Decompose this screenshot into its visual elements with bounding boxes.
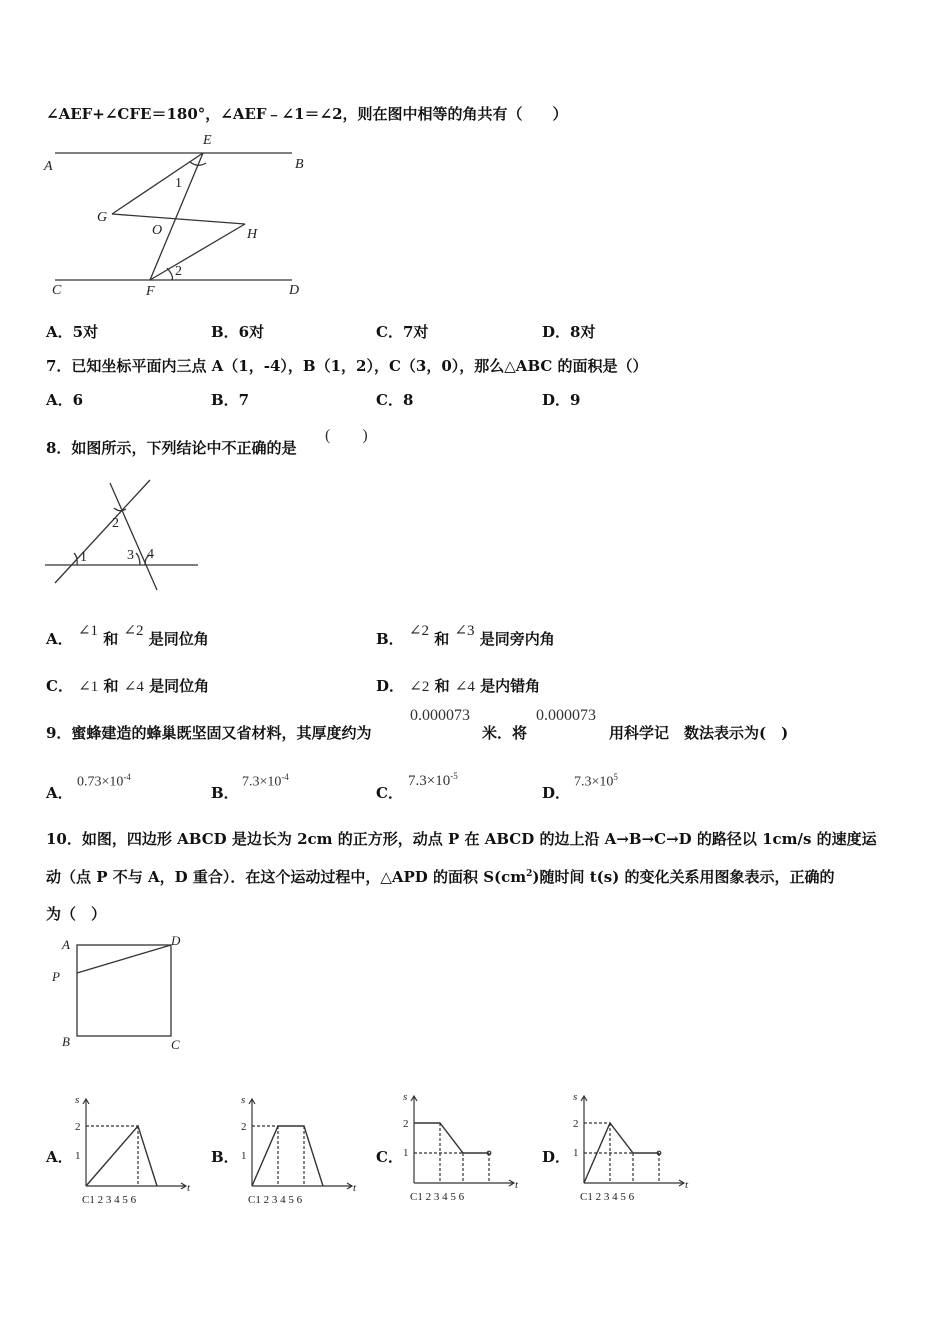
graph-y-tick-2: 2 [75,1121,81,1133]
q9-stem-c: 用科学记 数法表示为( ) [609,724,789,742]
angle-2: ∠2 [409,679,430,695]
q7-option-a[interactable]: A．6 [46,391,84,409]
q10-label: C [171,1037,180,1052]
q6-label: O [152,223,163,238]
q10-square-figure [48,933,198,1053]
q9-num1: 0.000073 [410,707,470,724]
q6-label: E [203,133,212,148]
option-tail: 是同旁内角 [479,630,555,648]
q10-label: P [52,969,60,984]
graph-x-axis-label: t [187,1182,191,1194]
angle-1: ∠1 [78,679,99,695]
angle-2: ∠2 [123,623,144,639]
q9-option-d-value: $7.3\times 10^5$ [574,772,618,790]
q6-option-d[interactable]: D．8对 [542,323,596,341]
q10-graph-c[interactable] [400,1090,525,1205]
q10-line1: 10．如图，四边形 ABCD 是边长为 2cm 的正方形，动点 P 在 ABCD 的边上沿 A→B→C→D 的路径以 1cm/s 的速度运 [46,830,877,848]
option-letter: B． [376,630,404,648]
q7-option-c[interactable]: C．8 [376,391,414,409]
graph-y-axis-label: s [573,1091,578,1103]
option-letter: A． [46,630,73,648]
q9-stem-a: 9．蜜蜂建造的蜂巢既坚固又省材料，其厚度约为 [46,724,372,742]
q10-option-b[interactable]: B． [211,1148,239,1166]
q6-label: B [295,157,304,172]
graph-x-ticks: C1 2 3 4 5 6 [410,1191,465,1203]
q8-option-b[interactable] [376,623,555,649]
q8-paren: ( ) [325,427,368,444]
q7-option-b[interactable]: B．7 [211,391,250,409]
graph-y-tick-1: 1 [75,1150,81,1162]
angle-4: ∠4 [454,679,475,695]
q10-graph-d[interactable] [570,1090,695,1205]
graph-y-tick-1: 1 [403,1147,409,1159]
q10-option-d[interactable]: D． [542,1148,571,1166]
q9-option-b-value: $7.3\times 10^{-4}$ [242,772,289,790]
q10-line3: 为（ ） [46,905,107,923]
graph-y-tick-2: 2 [403,1118,409,1130]
q6-option-b[interactable]: B．6对 [211,323,265,341]
graph-y-tick-1: 1 [241,1150,247,1162]
angle-1: ∠1 [77,623,98,639]
angle-3: ∠3 [454,623,475,639]
q9-option-d-letter[interactable]: D． [542,784,571,802]
q10-graph-a[interactable] [72,1093,197,1208]
q9-stem-b: 米．将 [482,724,528,742]
option-letter: D． [376,677,405,695]
q8-stem: 8．如图所示，下列结论中不正确的是 [46,439,297,457]
q6-label: G [97,210,108,225]
q6-label: 1 [175,176,182,191]
graph-y-tick-1: 1 [573,1147,579,1159]
q6-label: H [247,227,258,242]
graph-x-axis-label: t [685,1179,689,1191]
q6-option-c[interactable]: C．7对 [376,323,429,341]
graph-x-axis-label: t [353,1182,357,1194]
q8-figure [40,475,210,600]
graph-y-axis-label: s [75,1094,80,1106]
q8-option-d[interactable] [376,675,540,696]
q6-label: F [146,284,155,299]
option-letter: C． [46,677,73,695]
q10-label: D [171,933,181,948]
q10-option-a[interactable]: A． [46,1148,73,1166]
graph-x-ticks: C1 2 3 4 5 6 [580,1191,635,1203]
q9-option-c-letter[interactable]: C． [376,784,403,802]
and-word: 和 [434,630,450,648]
q8-label: 1 [80,550,87,565]
option-tail: 是同位角 [148,630,209,648]
graph-y-axis-label: s [241,1094,246,1106]
q10-label: A [62,937,70,952]
and-word: 和 [434,677,450,695]
q6-label: C [52,283,62,298]
option-tail: 是同位角 [149,677,210,695]
q6-option-a[interactable]: A．5对 [46,323,99,341]
graph-x-ticks: C1 2 3 4 5 6 [248,1194,303,1206]
graph-x-ticks: C1 2 3 4 5 6 [82,1194,137,1206]
q6-label: A [44,159,53,174]
and-word: 和 [103,677,119,695]
angle-4: ∠4 [123,679,144,695]
q9-num2: 0.000073 [536,707,596,724]
graph-y-tick-2: 2 [241,1121,247,1133]
q10-graph-b[interactable] [238,1093,363,1208]
q8-option-a[interactable] [46,623,209,649]
q6-figure [40,128,320,303]
q10-label: B [62,1034,70,1049]
q9-option-b-letter[interactable]: B． [211,784,239,802]
q9-option-c-value: $7.3\times 10^{-5}$ [408,771,458,789]
option-tail: 是内错角 [480,677,541,695]
q9-option-a-value: $0.73\times 10^{-4}$ [77,772,131,790]
q8-label: 2 [112,516,119,531]
q7-option-d[interactable]: D．9 [542,391,581,409]
angle-2: ∠2 [408,623,429,639]
q8-option-c[interactable] [46,675,209,696]
q6-stem: ∠AEF+∠CFE＝180°，∠AEF﹣∠1＝∠2，则在图中相等的角共有（ ） [46,105,568,123]
and-word: 和 [103,630,119,648]
q10-line2: 动（点 P 不与 A，D 重合）．在这个运动过程中，△APD 的面积 $S(cm^2)$随时间 t(s) 的变化关系用图象表示，正确的 [46,868,835,886]
q8-label: 3 [127,548,134,563]
q7-stem: 7．已知坐标平面内三点 A（1，-4），B（1，2），C（3，0），那么△ABC 的面积是（） [46,357,648,375]
q6-label: D [289,283,300,298]
q10-option-c[interactable]: C． [376,1148,403,1166]
q8-label: 4 [147,547,154,562]
q6-label: 2 [175,264,182,279]
graph-y-axis-label: s [403,1091,408,1103]
q9-option-a-letter[interactable]: A． [46,784,73,802]
graph-y-tick-2: 2 [573,1118,579,1130]
graph-x-axis-label: t [515,1179,519,1191]
